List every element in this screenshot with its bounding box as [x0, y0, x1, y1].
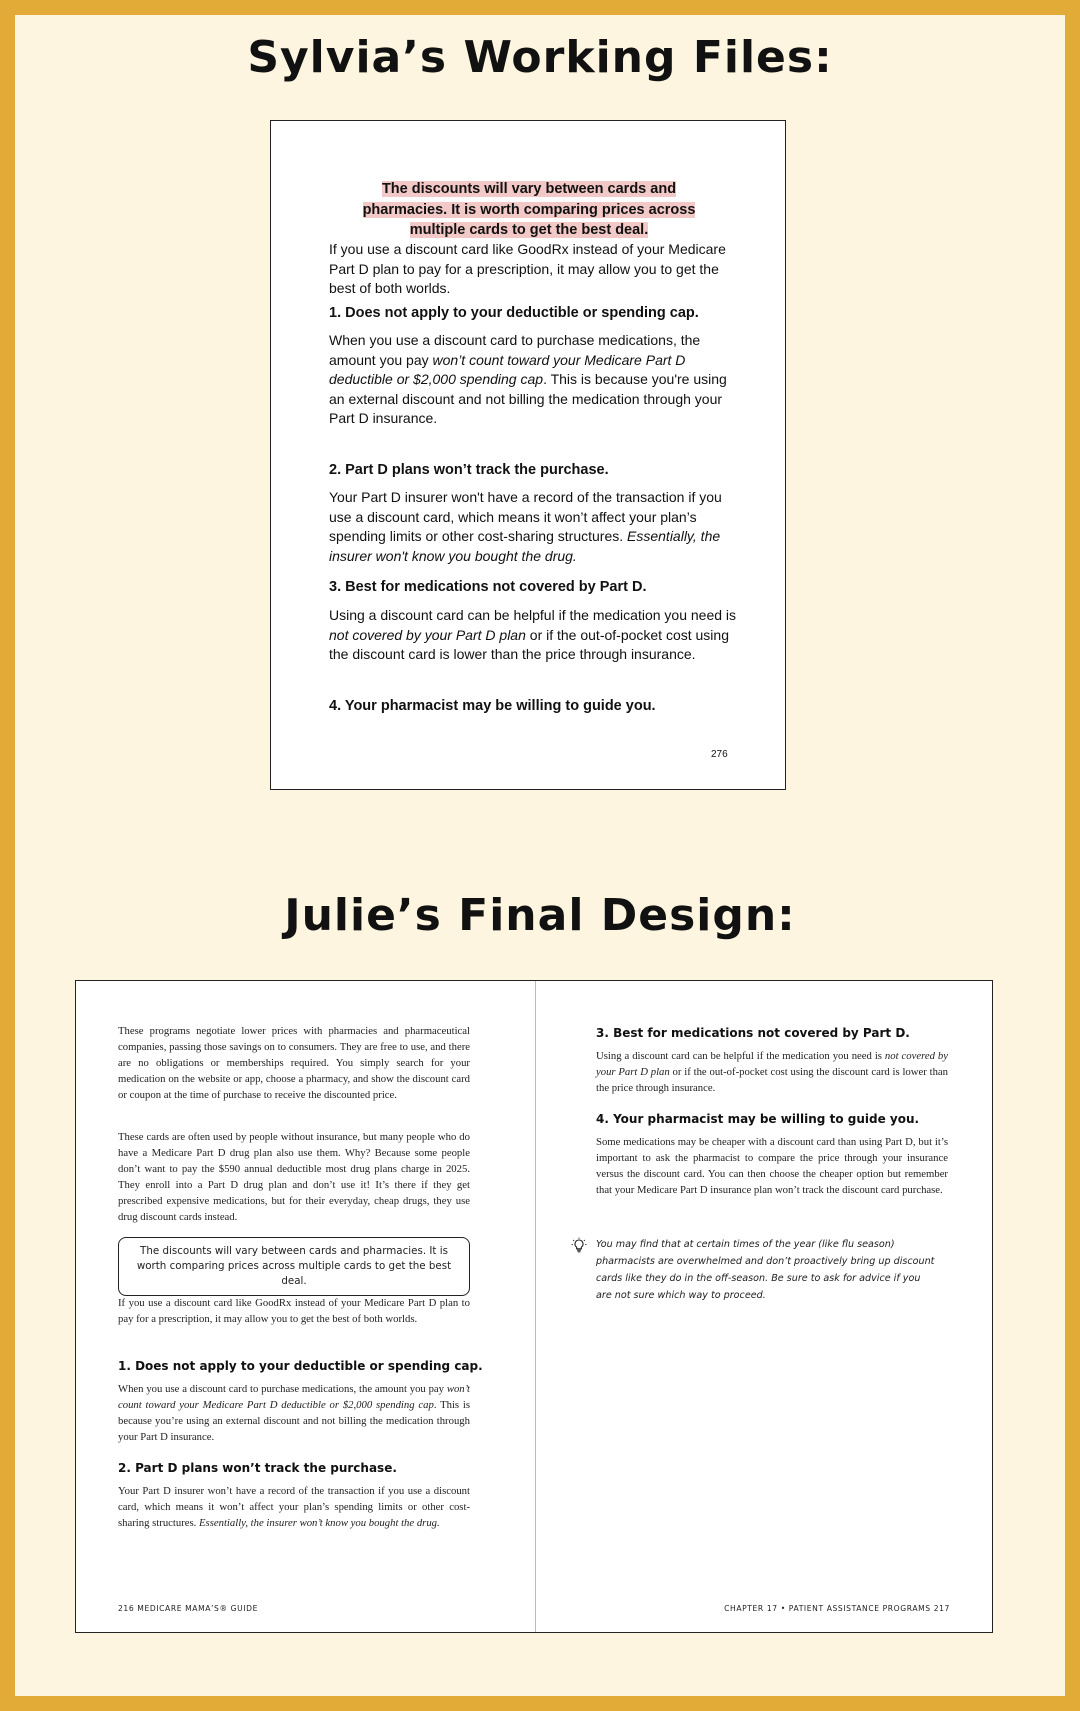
left-footer: 216 MEDICARE MAMA’S® GUIDE: [118, 1604, 258, 1613]
working-heading-3: 3. Best for medications not covered by Part D.: [329, 579, 647, 595]
final-paragraph-1: When you use a discount card to purchase medications, the amount you pay won’t count toward your Medicare Part D deductible or $2,000 spending cap. This is because you’re using an external discount and not billing the medication through your Part D insurance.: [118, 1383, 470, 1443]
final-paragraph-2: Your Part D insurer won’t have a record of the transaction if you use a discount card, which means it won’t affect your plan’s spending limits or other cost-sharing structures. Essentially, the insurer won’t know you bought the drug.: [118, 1485, 470, 1529]
working-paragraph-3: Using a discount card can be helpful if the medication you need is not covered by your Part D plan or if the out-of-pocket cost using the discount card is lower than the price through insurance.: [329, 607, 737, 662]
left-paragraph-2: These cards are often used by people without insurance, but many people who do have a Medicare Part D drug plan also use them. Why? Because some people don’t want to pay the $590 annual deductible most drug plans charge in 2025. They enroll into a Part D drug plan and don’t use it! It’s there if they get prescribed expensive medications, but for their everyday, cheap drugs, they use drug discount cards instead.: [118, 1131, 470, 1223]
final-heading-4: 4. Your pharmacist may be willing to guide you.: [596, 1112, 920, 1126]
working-paragraph-2: Your Part D insurer won't have a record of the transaction if you use a discount card, which means it won’t affect your plan’s spending limits or other cost-sharing structures. Essentially, the insurer won't know you bought the drug.: [329, 489, 722, 564]
pharmacist-tip: You may find that at certain times of the year (like flu season) pharmacists are overwhelmed and don’t proactively bring up discount cards like they do in the off-season. Be sure to ask for advice if you are not sure which way to proceed.: [596, 1239, 935, 1301]
discount-callout-box: The discounts will vary between cards and pharmacies. It is worth comparing prices across multiple cards to get the best deal.: [118, 1237, 470, 1296]
final-heading-2: 2. Part D plans won’t track the purchase.: [118, 1461, 397, 1475]
callout-line: The discounts will vary between cards and: [381, 181, 677, 197]
working-intro: If you use a discount card like GoodRx instead of your Medicare Part D plan to pay for a prescription, it may allow you to get the best of both worlds.: [329, 241, 726, 296]
callout-line: pharmacies. It is worth comparing prices across: [362, 201, 696, 218]
final-heading-1: 1. Does not apply to your deductible or spending cap.: [118, 1359, 483, 1373]
final-design-heading: Julie’s Final Design:: [284, 890, 796, 941]
lightbulb-icon: [570, 1237, 588, 1255]
page-number: 276: [711, 749, 728, 760]
final-paragraph-3: Using a discount card can be helpful if the medication you need is not covered by your Part D plan or if the out-of-pocket cost using the discount card is lower than the price through insurance.: [596, 1050, 949, 1094]
right-footer: CHAPTER 17 • PATIENT ASSISTANCE PROGRAMS 217: [724, 1604, 950, 1613]
working-heading-2: 2. Part D plans won’t track the purchase.: [329, 462, 609, 478]
working-callout: [311, 179, 747, 241]
working-files-heading: Sylvia’s Working Files:: [247, 32, 833, 83]
working-heading-4: 4. Your pharmacist may be willing to guide you.: [329, 698, 656, 714]
final-heading-3: 3. Best for medications not covered by Part D.: [596, 1026, 910, 1040]
working-file-page: [270, 120, 786, 790]
left-paragraph-3: If you use a discount card like GoodRx instead of your Medicare Part D plan to pay for a prescription, it may allow you to get the best of both worlds.: [118, 1297, 470, 1325]
working-heading-1: 1. Does not apply to your deductible or spending cap.: [329, 305, 699, 321]
working-paragraph-1: When you use a discount card to purchase medications, the amount you pay won’t count toward your Medicare Part D deductible or $2,000 spending cap. This is because you're using an external discount and not billing the medication through your Part D insurance.: [329, 332, 727, 426]
spine-divider: [535, 981, 536, 1632]
callout-line: multiple cards to get the best deal.: [409, 222, 649, 238]
final-paragraph-4: Some medications may be cheaper with a discount card than using Part D, but it’s important to ask the pharmacist to compare the price through your insurance versus the discount card. You can then choose the cheaper option but remember that your Medicare Part D insurance plan won’t track the discount card purchase.: [596, 1136, 948, 1196]
left-paragraph-1: These programs negotiate lower prices with pharmacies and pharmaceutical companies, passing those savings on to consumers. They are free to use, and there are no obligations or memberships required. You simply search for your medication on the website or app, choose a pharmacy, and show the discount card or coupon at the time of purchase to receive the discounted price.: [118, 1025, 470, 1101]
final-design-spread: [75, 980, 993, 1633]
